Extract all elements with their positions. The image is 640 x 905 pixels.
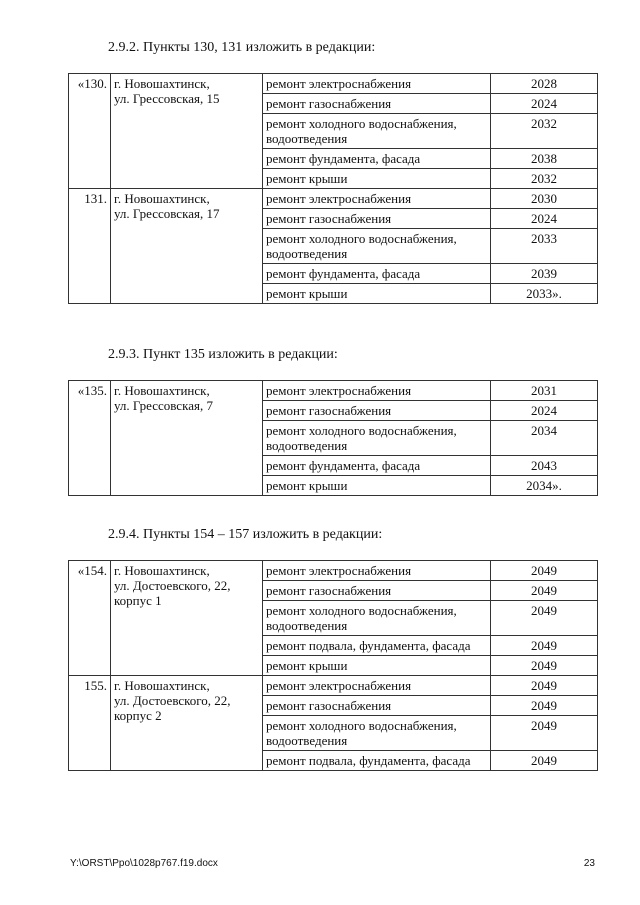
- page-number: 23: [583, 858, 595, 869]
- work-type: ремонт фундамента, фасада: [263, 264, 491, 284]
- work-type: ремонт электроснабжения: [263, 189, 491, 209]
- work-type: ремонт холодного водоснабжения, водоотведения: [263, 716, 491, 751]
- work-year: 2032: [491, 169, 598, 189]
- address-cell: [111, 189, 263, 304]
- file-path: Y:\ORST\Ppo\1028p767.f19.docx: [70, 858, 218, 869]
- work-year: 2049: [491, 716, 598, 751]
- work-type: ремонт крыши: [263, 169, 491, 189]
- work-year: 2049: [491, 676, 598, 696]
- item-number: 155.: [69, 676, 111, 771]
- address-line: г. Новошахтинск,: [114, 383, 210, 398]
- work-year: 2024: [491, 209, 598, 229]
- section-heading: 2.9.2. Пункты 130, 131 изложить в редакции:: [108, 40, 376, 55]
- address-line: г. Новошахтинск,: [114, 563, 210, 578]
- work-year: 2038: [491, 149, 598, 169]
- section-heading: 2.9.4. Пункты 154 – 157 изложить в редакции:: [108, 527, 383, 542]
- work-type: ремонт газоснабжения: [263, 209, 491, 229]
- work-type: ремонт газоснабжения: [263, 94, 491, 114]
- address-line: корпус 1: [114, 593, 162, 608]
- address-line: г. Новошахтинск,: [114, 191, 210, 206]
- work-year: 2049: [491, 601, 598, 636]
- work-year: 2028: [491, 74, 598, 94]
- work-type: ремонт подвала, фундамента, фасада: [263, 636, 491, 656]
- address-line: ул. Грессовская, 15: [114, 91, 220, 106]
- work-type: ремонт крыши: [263, 476, 491, 496]
- work-type: ремонт холодного водоснабжения, водоотведения: [263, 601, 491, 636]
- works-table: [68, 73, 598, 304]
- item-number: 131.: [69, 189, 111, 304]
- work-type: ремонт холодного водоснабжения, водоотведения: [263, 421, 491, 456]
- item-number: «135.: [69, 381, 111, 496]
- work-type: ремонт газоснабжения: [263, 696, 491, 716]
- work-type: ремонт крыши: [263, 656, 491, 676]
- work-year: 2031: [491, 381, 598, 401]
- work-type: ремонт фундамента, фасада: [263, 149, 491, 169]
- table-row: [69, 561, 598, 581]
- address-line: г. Новошахтинск,: [114, 678, 210, 693]
- work-type: ремонт электроснабжения: [263, 74, 491, 94]
- work-type: ремонт электроснабжения: [263, 381, 491, 401]
- work-type: ремонт подвала, фундамента, фасада: [263, 751, 491, 771]
- address-line: корпус 2: [114, 708, 162, 723]
- work-type: ремонт электроснабжения: [263, 561, 491, 581]
- work-type: ремонт холодного водоснабжения, водоотведения: [263, 229, 491, 264]
- work-year: 2049: [491, 751, 598, 771]
- work-year: 2033: [491, 229, 598, 264]
- work-type: ремонт газоснабжения: [263, 401, 491, 421]
- address-cell: [111, 74, 263, 189]
- works-table: [68, 380, 598, 496]
- address-cell: [111, 381, 263, 496]
- work-year: 2034: [491, 421, 598, 456]
- works-table: [68, 560, 598, 771]
- address-line: ул. Достоевского, 22,: [114, 578, 231, 593]
- work-year: 2034».: [491, 476, 598, 496]
- work-year: 2032: [491, 114, 598, 149]
- work-type: ремонт холодного водоснабжения, водоотведения: [263, 114, 491, 149]
- work-year: 2024: [491, 94, 598, 114]
- work-year: 2043: [491, 456, 598, 476]
- address-line: ул. Грессовская, 17: [114, 206, 220, 221]
- work-year: 2039: [491, 264, 598, 284]
- table-row: [69, 381, 598, 401]
- work-type: ремонт фундамента, фасада: [263, 456, 491, 476]
- work-year: 2049: [491, 696, 598, 716]
- item-number: «154.: [69, 561, 111, 676]
- work-year: 2049: [491, 561, 598, 581]
- work-year: 2033».: [491, 284, 598, 304]
- work-year: 2030: [491, 189, 598, 209]
- item-number: «130.: [69, 74, 111, 189]
- address-cell: [111, 561, 263, 676]
- address-line: ул. Достоевского, 22,: [114, 693, 231, 708]
- table-row: [69, 676, 598, 696]
- work-type: ремонт газоснабжения: [263, 581, 491, 601]
- work-year: 2049: [491, 636, 598, 656]
- work-type: ремонт крыши: [263, 284, 491, 304]
- table-row: [69, 189, 598, 209]
- address-line: г. Новошахтинск,: [114, 76, 210, 91]
- work-year: 2049: [491, 581, 598, 601]
- table-row: [69, 74, 598, 94]
- work-year: 2024: [491, 401, 598, 421]
- address-line: ул. Грессовская, 7: [114, 398, 213, 413]
- work-year: 2049: [491, 656, 598, 676]
- work-type: ремонт электроснабжения: [263, 676, 491, 696]
- section-heading: 2.9.3. Пункт 135 изложить в редакции:: [108, 347, 338, 362]
- address-cell: [111, 676, 263, 771]
